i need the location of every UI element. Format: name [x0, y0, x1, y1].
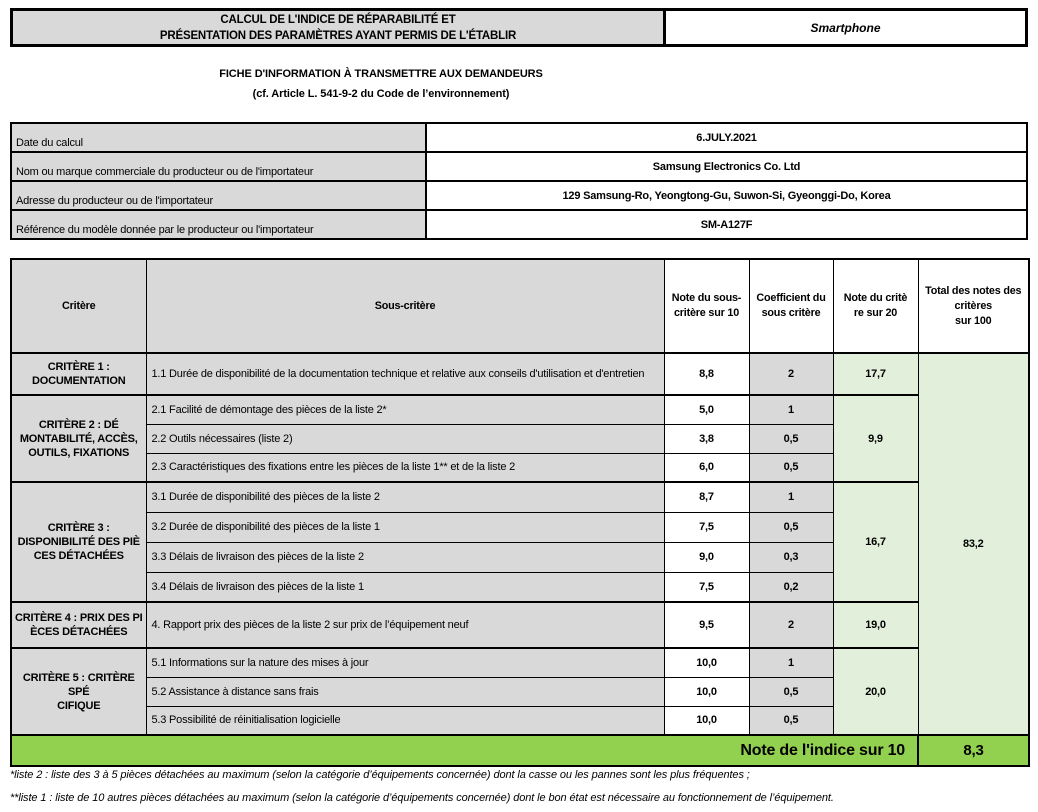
info-value: 129 Samsung-Ro, Yeongtong-Gu, Suwon-Si, Gyeonggi-Do, Korea [426, 181, 1027, 210]
note-sous-cell: 10,0 [664, 706, 749, 735]
info-value: SM-A127F [426, 210, 1027, 239]
subcriterion-label: 5.3 Possibilité de réinitialisation logicielle [146, 706, 664, 735]
info-label: Adresse du producteur ou de l'importateur [11, 181, 426, 210]
info-table [10, 122, 1028, 240]
note-sous-cell: 7,5 [664, 512, 749, 542]
col-header-sous-critere: Sous-critère [146, 259, 664, 353]
subcriterion-label: 3.3 Délais de livraison des pièces de la liste 2 [146, 542, 664, 572]
col-header-coefficient: Coefficient du sous critère [749, 259, 833, 353]
note-sous-cell: 9,0 [664, 542, 749, 572]
subcriterion-row-4 [11, 602, 1029, 648]
note-sous-cell: 3,8 [664, 424, 749, 453]
note-sous-cell: 7,5 [664, 572, 749, 602]
note-critere-5-cell: 20,0 [833, 648, 918, 735]
note-sous-cell: 8,8 [664, 353, 749, 395]
coefficient-cell: 0,3 [749, 542, 833, 572]
document-title [13, 11, 666, 44]
criterion-3-label: CRITÈRE 3 : DISPONIBILITÉ DES PIÈ CES DÉTACHÉES [11, 482, 146, 602]
coefficient-cell: 0,2 [749, 572, 833, 602]
coefficient-cell: 0,5 [749, 424, 833, 453]
info-label: Date du calcul [11, 123, 426, 152]
subcriterion-label: 2.3 Caractéristiques des fixations entre les pièces de la liste 1** et de la liste 2 [146, 453, 664, 482]
coefficient-cell: 1 [749, 482, 833, 512]
note-sous-cell: 9,5 [664, 602, 749, 648]
document-header [10, 8, 1028, 47]
note-sous-cell: 5,0 [664, 395, 749, 424]
coefficient-cell: 2 [749, 602, 833, 648]
subcriterion-row-1-1 [11, 353, 1029, 395]
criterion-2-label: CRITÈRE 2 : DÉ MONTABILITÉ, ACCÈS, OUTILS, FIXATIONS [11, 395, 146, 482]
subcriterion-label: 5.2 Assistance à distance sans frais [146, 677, 664, 706]
coefficient-cell: 2 [749, 353, 833, 395]
final-score-row [11, 735, 1029, 766]
footnote-liste-1: **liste 1 : liste de 10 autres pièces détachées au maximum (selon la catégorie d’équipements concernée) dont le bon état est nécessaire au fonctionnement de l’équipement. [10, 792, 834, 804]
product-type-box [666, 11, 1025, 44]
note-critere-1-cell: 17,7 [833, 353, 918, 395]
note-sous-cell: 8,7 [664, 482, 749, 512]
total-sur-100-cell: 83,2 [918, 353, 1029, 735]
info-label: Nom ou marque commerciale du producteur ou de l'importateur [11, 152, 426, 181]
subtitle-line2: (cf. Article L. 541-9-2 du Code de l’environnement) [252, 88, 510, 100]
subcriterion-row-5-1 [11, 648, 1029, 677]
subcriterion-row-3-1 [11, 482, 1029, 512]
subcriterion-label: 1.1 Durée de disponibilité de la documentation technique et relative aux conseils d'utilisation et d'entretien [146, 353, 664, 395]
coefficient-cell: 0,5 [749, 706, 833, 735]
subcriterion-row-2-1 [11, 395, 1029, 424]
col-header-note-critere: Note du critè re sur 20 [833, 259, 918, 353]
document-title-line2: PRÉSENTATION DES PARAMÈTRES AYANT PERMIS DE L'ÉTABLIR [159, 29, 517, 42]
product-type-label: Smartphone [810, 20, 881, 35]
info-row-date [11, 123, 1027, 152]
subtitle [0, 64, 762, 104]
info-row-address [11, 181, 1027, 210]
info-value: 6.JULY.2021 [426, 123, 1027, 152]
subcriterion-label: 2.1 Facilité de démontage des pièces de la liste 2* [146, 395, 664, 424]
info-row-producer [11, 152, 1027, 181]
info-row-model [11, 210, 1027, 239]
subcriterion-label: 3.4 Délais de livraison des pièces de la liste 1 [146, 572, 664, 602]
info-label: Référence du modèle donnée par le producteur ou l'importateur [11, 210, 426, 239]
subcriterion-label: 3.2 Durée de disponibilité des pièces de la liste 1 [146, 512, 664, 542]
info-value: Samsung Electronics Co. Ltd [426, 152, 1027, 181]
note-sous-cell: 10,0 [664, 677, 749, 706]
coefficient-cell: 0,5 [749, 453, 833, 482]
subcriterion-label: 3.1 Durée de disponibilité des pièces de la liste 2 [146, 482, 664, 512]
note-sous-cell: 10,0 [664, 648, 749, 677]
coefficient-cell: 1 [749, 395, 833, 424]
subcriterion-label: 2.2 Outils nécessaires (liste 2) [146, 424, 664, 453]
final-score-label: Note de l'indice sur 10 [11, 735, 918, 766]
note-critere-3-cell: 16,7 [833, 482, 918, 602]
subtitle-line1: FICHE D'INFORMATION À TRANSMETTRE AUX DEMANDEURS [219, 68, 543, 80]
criteria-table-header-row [11, 259, 1029, 353]
criteria-table [10, 258, 1030, 767]
coefficient-cell: 0,5 [749, 512, 833, 542]
note-sous-cell: 6,0 [664, 453, 749, 482]
criterion-4-label: CRITÈRE 4 : PRIX DES PI ÈCES DÉTACHÉES [11, 602, 146, 648]
col-header-total: Total des notes des critères sur 100 [918, 259, 1029, 353]
footnote-liste-2: *liste 2 : liste des 3 à 5 pièces détachées au maximum (selon la catégorie d’équipements concernée) dont la casse ou les pannes sont les plus fréquentes ; [10, 769, 750, 781]
criterion-5-label: CRITÈRE 5 : CRITÈRE SPÉ CIFIQUE [11, 648, 146, 735]
coefficient-cell: 0,5 [749, 677, 833, 706]
subcriterion-label: 5.1 Informations sur la nature des mises à jour [146, 648, 664, 677]
note-critere-4-cell: 19,0 [833, 602, 918, 648]
col-header-note-sous: Note du sous- critère sur 10 [664, 259, 749, 353]
col-header-critere: Critère [11, 259, 146, 353]
coefficient-cell: 1 [749, 648, 833, 677]
document-title-line1: CALCUL DE L'INDICE DE RÉPARABILITÉ ET [220, 13, 456, 26]
subcriterion-label: 4. Rapport prix des pièces de la liste 2 sur prix de l’équipement neuf [146, 602, 664, 648]
criterion-1-label: CRITÈRE 1 : DOCUMENTATION [11, 353, 146, 395]
final-score-value: 8,3 [918, 735, 1029, 766]
note-critere-2-cell: 9,9 [833, 395, 918, 482]
